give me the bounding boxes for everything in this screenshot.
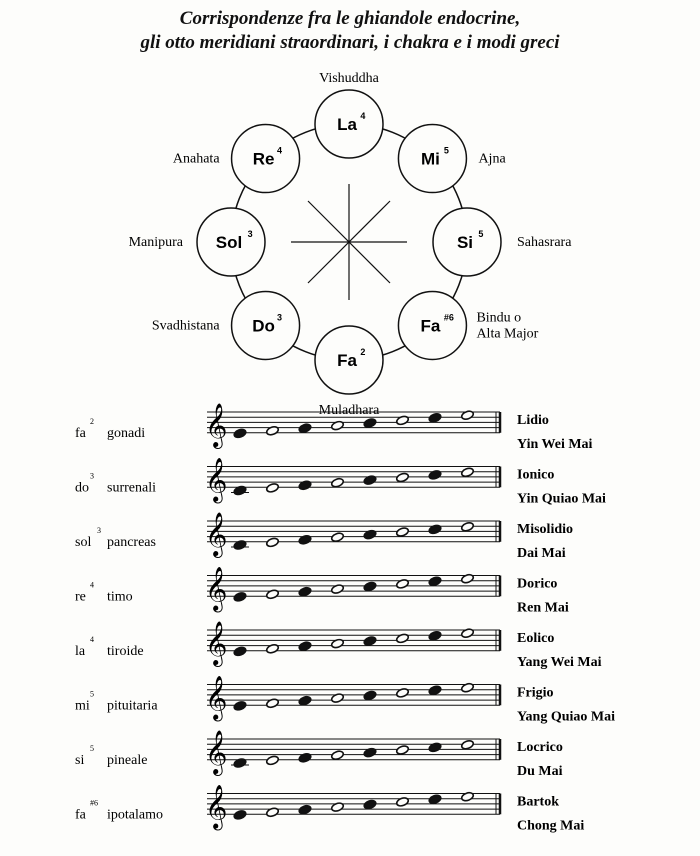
note-head — [396, 415, 410, 426]
treble-clef-icon: 𝄞 — [205, 405, 228, 447]
row-note-label: si — [75, 753, 85, 768]
scale-row — [75, 513, 573, 561]
note-head — [363, 418, 377, 429]
note-name: Si — [456, 233, 474, 252]
title-line-2: gli otto meridiani straordinari, i chakra e i modi greci — [140, 32, 560, 53]
row-note-label: sol — [75, 535, 92, 550]
treble-clef-icon: 𝄞 — [205, 459, 228, 502]
note-head — [461, 410, 475, 421]
mode-label: Lidio — [517, 413, 549, 428]
note-head — [266, 589, 280, 600]
note-name: Do — [252, 316, 275, 336]
note-head — [331, 693, 345, 704]
note-head — [461, 682, 475, 693]
note-head — [266, 425, 280, 436]
scale-row — [75, 459, 606, 507]
meridian-label: Yang Wei Mai — [517, 655, 602, 670]
chakra-label-2: Alta Major — [476, 326, 539, 342]
note-head — [396, 745, 410, 756]
chakra-label: Sahasrara — [517, 235, 572, 250]
note-node — [398, 291, 538, 359]
row-note-superscript: 2 — [90, 417, 94, 426]
note-head — [461, 521, 475, 532]
gland-label: gonadi — [107, 426, 146, 441]
row-note-label: la — [75, 644, 86, 659]
gland-label: pancreas — [107, 535, 156, 550]
scale-row — [75, 568, 569, 616]
note-node — [315, 71, 383, 158]
row-note-label: fa — [75, 426, 86, 441]
mode-label: Frigio — [517, 685, 554, 701]
treble-clef-icon: 𝄞 — [205, 514, 228, 556]
note-node — [315, 326, 383, 418]
note-head — [461, 791, 475, 802]
note-superscript: 4 — [276, 145, 282, 156]
row-note-superscript: 3 — [90, 471, 94, 481]
row-note-superscript: 5 — [90, 689, 94, 699]
note-head — [298, 695, 312, 706]
mode-label: Misolidio — [517, 522, 574, 537]
note-head — [266, 755, 280, 766]
note-superscript: 5 — [443, 145, 449, 156]
row-note-label: fa — [75, 807, 86, 823]
note-node — [129, 208, 265, 276]
note-head — [396, 633, 410, 644]
note-head — [461, 628, 475, 639]
note-head — [363, 799, 377, 810]
note-head — [363, 747, 377, 758]
scale-row — [75, 731, 563, 779]
mode-label: Eolico — [517, 631, 555, 646]
note-head — [233, 485, 247, 496]
treble-clef-icon: 𝄞 — [205, 623, 228, 665]
note-name: La — [337, 115, 357, 134]
note-head — [428, 524, 442, 535]
note-head — [428, 412, 442, 423]
meridian-label: Dai Mai — [517, 546, 566, 561]
treble-clef-icon: 𝄞 — [205, 568, 228, 611]
note-head — [428, 742, 442, 753]
treble-clef-icon: 𝄞 — [205, 732, 228, 774]
note-head — [363, 529, 377, 540]
note-name: Sol — [215, 233, 243, 252]
note-head — [396, 527, 410, 538]
meridian-label: Ren Mai — [517, 600, 569, 616]
meridian-label: Yin Quiao Mai — [517, 491, 606, 507]
chakra-label: Muladhara — [318, 403, 380, 418]
note-head — [396, 687, 410, 698]
meridian-label: Yang Quiao Mai — [517, 709, 616, 725]
mode-label: Locrico — [517, 740, 563, 755]
chakra-label: Manipura — [128, 235, 183, 250]
row-note-superscript: 4 — [90, 580, 94, 590]
chakra-label: Anahata — [172, 151, 220, 167]
note-head — [331, 420, 345, 431]
note-superscript: 2 — [360, 347, 366, 357]
note-head — [428, 794, 442, 805]
note-head — [233, 591, 247, 602]
row-note-label: re — [75, 589, 86, 605]
note-head — [396, 796, 410, 807]
note-superscript: #6 — [443, 312, 454, 323]
note-node — [173, 125, 300, 193]
note-head — [266, 482, 280, 493]
note-head — [428, 685, 442, 696]
note-head — [461, 467, 475, 478]
gland-label: ipotalamo — [107, 807, 163, 823]
chakra-label: Ajna — [478, 151, 506, 167]
note-name: Fa — [337, 351, 357, 370]
note-head — [396, 578, 410, 589]
row-note-superscript: #6 — [90, 798, 98, 808]
note-node — [152, 291, 300, 359]
note-head — [331, 750, 345, 761]
gland-label: pineale — [107, 753, 148, 768]
note-superscript: 3 — [247, 229, 253, 239]
note-head — [363, 475, 377, 486]
note-head — [461, 573, 475, 584]
note-head — [266, 643, 280, 654]
row-note-superscript: 3 — [97, 526, 101, 535]
treble-clef-icon: 𝄞 — [205, 786, 228, 829]
mode-label: Bartok — [517, 794, 559, 810]
note-head — [233, 428, 247, 439]
scale-row — [75, 677, 615, 725]
row-note-superscript: 4 — [90, 635, 94, 644]
note-head — [233, 700, 247, 711]
note-head — [363, 690, 377, 701]
note-name: Fa — [420, 316, 441, 336]
note-head — [298, 423, 312, 434]
note-superscript: 5 — [478, 229, 484, 239]
note-node — [398, 125, 506, 193]
note-head — [298, 534, 312, 545]
note-head — [298, 804, 312, 815]
gland-label: surrenali — [107, 480, 156, 496]
note-head — [363, 636, 377, 647]
meridian-label: Chong Mai — [517, 818, 585, 834]
note-head — [428, 469, 442, 480]
note-head — [233, 540, 247, 551]
mode-label: Dorico — [517, 576, 558, 592]
mode-label: Ionico — [517, 467, 555, 483]
row-note-label: do — [75, 480, 89, 496]
note-head — [266, 537, 280, 548]
scale-row — [75, 786, 584, 834]
note-head — [331, 802, 345, 813]
note-name: Mi — [420, 149, 440, 169]
note-head — [363, 581, 377, 592]
chakra-label: Svadhistana — [151, 318, 220, 334]
note-head — [233, 809, 247, 820]
note-head — [266, 698, 280, 709]
gland-label: timo — [107, 589, 133, 605]
row-note-label: mi — [75, 698, 90, 714]
title-line-1: Corrispondenze fra le ghiandole endocrine, — [179, 8, 521, 29]
note-name: Re — [252, 149, 275, 169]
note-head — [266, 807, 280, 818]
meridian-label: Du Mai — [517, 764, 563, 779]
scale-row — [75, 622, 602, 670]
chakra-label: Vishuddha — [319, 71, 379, 86]
note-head — [298, 641, 312, 652]
note-superscript: 4 — [360, 111, 366, 121]
note-head — [298, 752, 312, 763]
note-head — [233, 758, 247, 769]
chakra-label: Bindu o — [476, 310, 522, 326]
note-head — [396, 472, 410, 483]
note-head — [331, 584, 345, 595]
note-head — [298, 586, 312, 597]
note-head — [331, 638, 345, 649]
note-head — [461, 739, 475, 750]
note-head — [331, 532, 345, 543]
note-node — [433, 208, 572, 276]
gland-label: pituitaria — [107, 698, 158, 714]
row-note-superscript: 5 — [90, 744, 94, 753]
note-head — [331, 477, 345, 488]
note-superscript: 3 — [276, 312, 282, 323]
note-head — [298, 480, 312, 491]
gland-label: tiroide — [107, 644, 144, 659]
note-head — [428, 630, 442, 641]
treble-clef-icon: 𝄞 — [205, 677, 228, 720]
meridian-label: Yin Wei Mai — [517, 437, 593, 452]
note-head — [428, 576, 442, 587]
note-head — [233, 646, 247, 657]
